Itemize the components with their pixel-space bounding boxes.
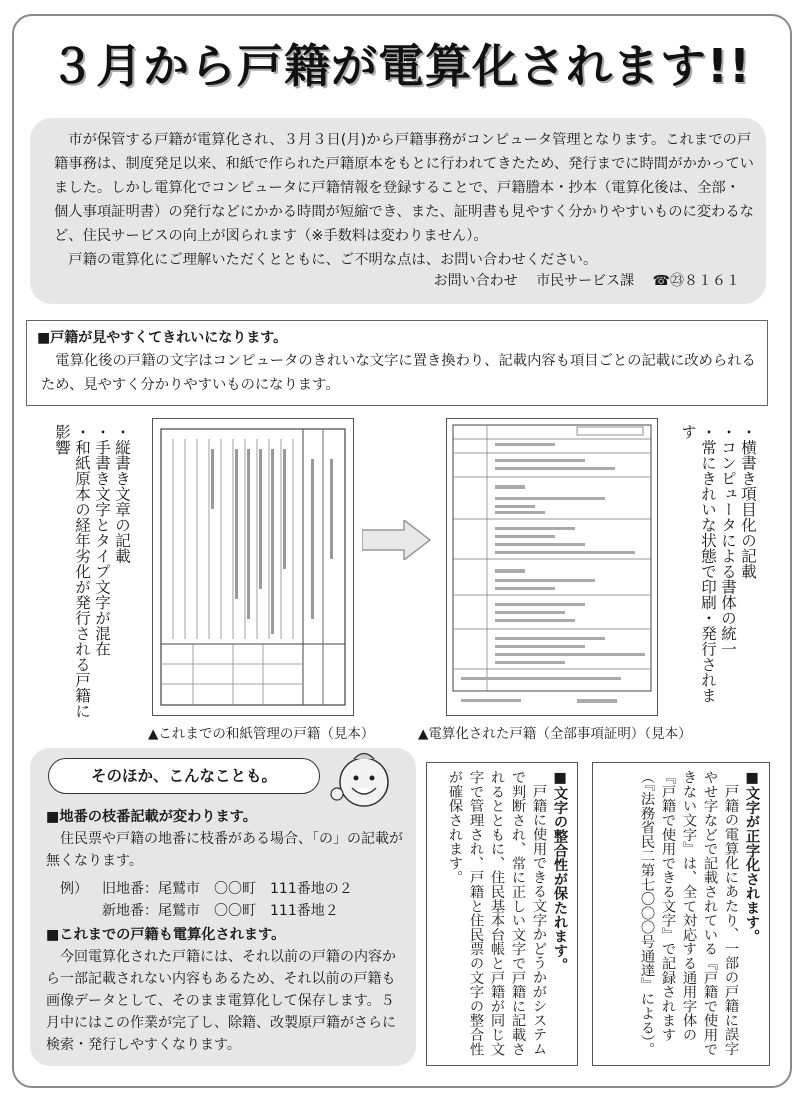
contact-label: お問い合わせ — [433, 273, 518, 289]
example-new: 新地番：尾鷲市 〇〇町 111番地２ — [102, 903, 339, 919]
other-box — [30, 748, 416, 1066]
old-point-1: ・縦書き文章の記載 — [113, 424, 131, 564]
old-points — [52, 424, 132, 724]
caption-new: ▲電算化された戸籍（全部事項証明）（見本） — [418, 726, 692, 742]
other-heading-1: ■地番の枝番記載が変わります。 — [46, 809, 257, 825]
new-point-3: ・常にきれいな状態で印刷・発行されます — [679, 424, 717, 703]
new-koseki-drawing — [447, 419, 657, 715]
contact-phone: ☎㉓８１６１ — [652, 273, 740, 289]
contact-line — [420, 270, 740, 290]
new-points — [678, 424, 758, 714]
intro-paragraph-2: 戸籍の電算化にご理解いただくとともに、ご不明な点は、お問い合わせください。 — [68, 252, 598, 268]
contact-dept: 市民サービス課 — [536, 273, 635, 289]
new-point-2: ・コンピュータによる書体の統一 — [719, 424, 737, 657]
old-point-3: ・和紙原本の経年劣化が発行される戸籍に影響 — [53, 424, 91, 719]
intro-box — [30, 118, 766, 304]
consistency-text — [432, 770, 570, 1058]
old-koseki-drawing — [153, 419, 353, 715]
other-paragraph-2: 今回電算化された戸籍には、それ以前の戸籍の内容から一部記載されない内容もあるため、それ以前の戸籍も画像データとして、そのまま電算化して保存します。５月中にはこの作業が完了し、除籍、改製原戸籍がさらに検索・発行しやすくなります。 — [46, 949, 396, 1053]
other-heading-2: ■これまでの戸籍も電算化されます。 — [46, 927, 286, 943]
old-point-2: ・手書き文字とタイプ文字が混在 — [93, 424, 111, 657]
new-point-1: ・横書き項目化の記載 — [739, 424, 757, 579]
mascot-face-icon — [328, 750, 398, 810]
consistency-heading: ■文字の整合性が保たれます。 — [552, 770, 568, 972]
correct-chars-text — [598, 770, 762, 1058]
other-paragraph-1: 住民票や戸籍の地番に枝番がある場合、「の」の記載が無くなります。 — [46, 831, 403, 869]
correct-chars-body: 戸籍の電算化にあたり、一部の戸籍に誤字やせ字などで記載されている『戸籍で使用できない文字』は、全て対応する通用字体の『戸籍で使用できる文字』で記録されます（『法務省民二第七〇〇〇号通達』による）。 — [639, 770, 739, 1056]
section-clear-heading: ■戸籍が見やすくてきれいになります。 — [37, 330, 288, 346]
speech-bubble: そのほか、こんなことも。 — [48, 758, 320, 794]
caption-old: ▲これまでの和紙管理の戸籍（見本） — [148, 726, 375, 742]
example-old: 旧地番：尾鷲市 〇〇町 111番地の２ — [102, 881, 353, 897]
example-label: 例） — [60, 881, 88, 897]
intro-paragraph-1: 市が保管する戸籍が電算化され、３月３日(月)から戸籍事務がコンピュータ管理となります。これまでの戸籍事務は、制度発足以来、和紙で作られた戸籍原本をもとに行われてきたため、発行までに時間がかかっていました。しかし電算化でコンピュータに戸籍情報を登録することで、戸籍謄本・抄本（電算化後は、全部・個人事項証明書）の発行などにかかる時間が短縮でき、また、証明書も見やすく分かりやすいものに変わるなど、住民サービスの向上が図られます（※手数料は変わりません）。 — [54, 132, 754, 244]
section-clear-body: 電算化後の戸籍の文字はコンピュータのきれいな文字に置き換わり、記載内容も項目ごとの記載に改められるため、見やすく分かりやすいものになります。 — [41, 353, 756, 393]
new-koseki-sample — [446, 418, 658, 716]
old-koseki-sample — [152, 418, 354, 716]
consistency-body: 戸籍に使用できる文字かどうかがシステムで判断され、常に正しい文字で戸籍に記載されるとともに、住民基本台帳と戸籍が同じ文字で管理され、戸籍と住民票の文字の整合性が確保されます。 — [447, 770, 547, 1056]
arrow-icon — [362, 520, 432, 560]
section-clear — [26, 320, 768, 406]
page-title: ３月から戸籍が電算化されます!! — [49, 39, 751, 93]
correct-chars-heading: ■文字が正字化されます。 — [744, 770, 760, 944]
